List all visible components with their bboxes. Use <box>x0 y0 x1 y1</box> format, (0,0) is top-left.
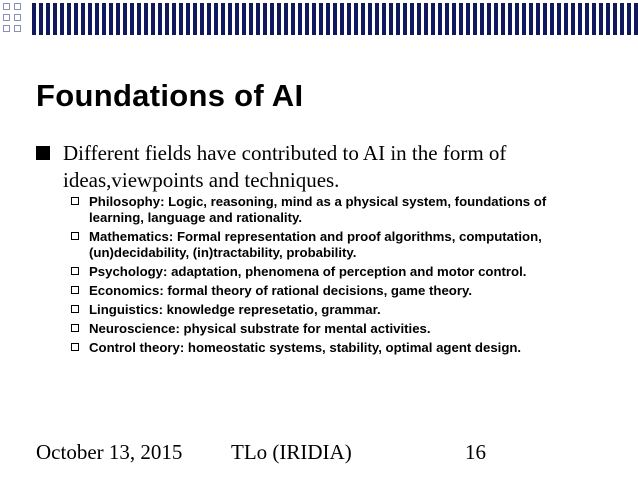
footer-date: October 13, 2015 <box>36 440 183 464</box>
hollow-square-bullet-icon <box>71 305 79 313</box>
deco-square <box>14 14 21 21</box>
sub-bullet-text: Philosophy: Logic, reasoning, mind as a physical system, foundations of learning, language and rationality. <box>89 194 547 225</box>
sub-bullet-item <box>71 321 591 337</box>
sub-bullet-item <box>71 283 591 299</box>
sub-bullet-list <box>71 194 591 359</box>
sub-bullet-text: Economics: formal theory of rational decisions, game theory. <box>89 283 473 298</box>
sub-bullet-text: Control theory: homeostatic systems, stability, optimal agent design. <box>89 340 522 355</box>
deco-square <box>3 25 10 32</box>
sub-bullet-item <box>71 340 591 356</box>
sub-bullet-item <box>71 302 591 318</box>
hollow-square-bullet-icon <box>71 267 79 275</box>
sub-bullet-item <box>71 264 591 280</box>
sub-bullet-item <box>71 194 591 226</box>
sub-bullet-text: Neuroscience: physical substrate for mental activities. <box>89 321 431 336</box>
footer-author: TLo (IRIDIA) <box>231 440 352 464</box>
page-number: 16 <box>465 440 486 464</box>
main-bullet-marker <box>36 146 50 160</box>
hollow-square-bullet-icon <box>71 343 79 351</box>
hollow-square-bullet-icon <box>71 286 79 294</box>
sub-bullet-text: Mathematics: Formal representation and proof algorithms, computation, (un)decidability, (in)tractability, probability. <box>89 229 542 260</box>
deco-square <box>3 14 10 21</box>
sub-bullet-item <box>71 229 591 261</box>
sub-bullet-text: Linguistics: knowledge represetatio, grammar. <box>89 302 381 317</box>
main-bullet-text: Different fields have contributed to AI in the form of ideas,viewpoints and techniques. <box>63 141 507 192</box>
hollow-square-bullet-icon <box>71 197 79 205</box>
deco-square <box>3 3 10 10</box>
hollow-square-bullet-icon <box>71 324 79 332</box>
header-decoration <box>0 0 638 48</box>
slide-title: Foundations of AI <box>36 78 304 113</box>
hollow-square-bullet-icon <box>71 232 79 240</box>
deco-square <box>14 25 21 32</box>
sub-bullet-text: Psychology: adaptation, phenomena of perception and motor control. <box>89 264 527 279</box>
deco-square <box>14 3 21 10</box>
header-stripes <box>32 3 638 35</box>
